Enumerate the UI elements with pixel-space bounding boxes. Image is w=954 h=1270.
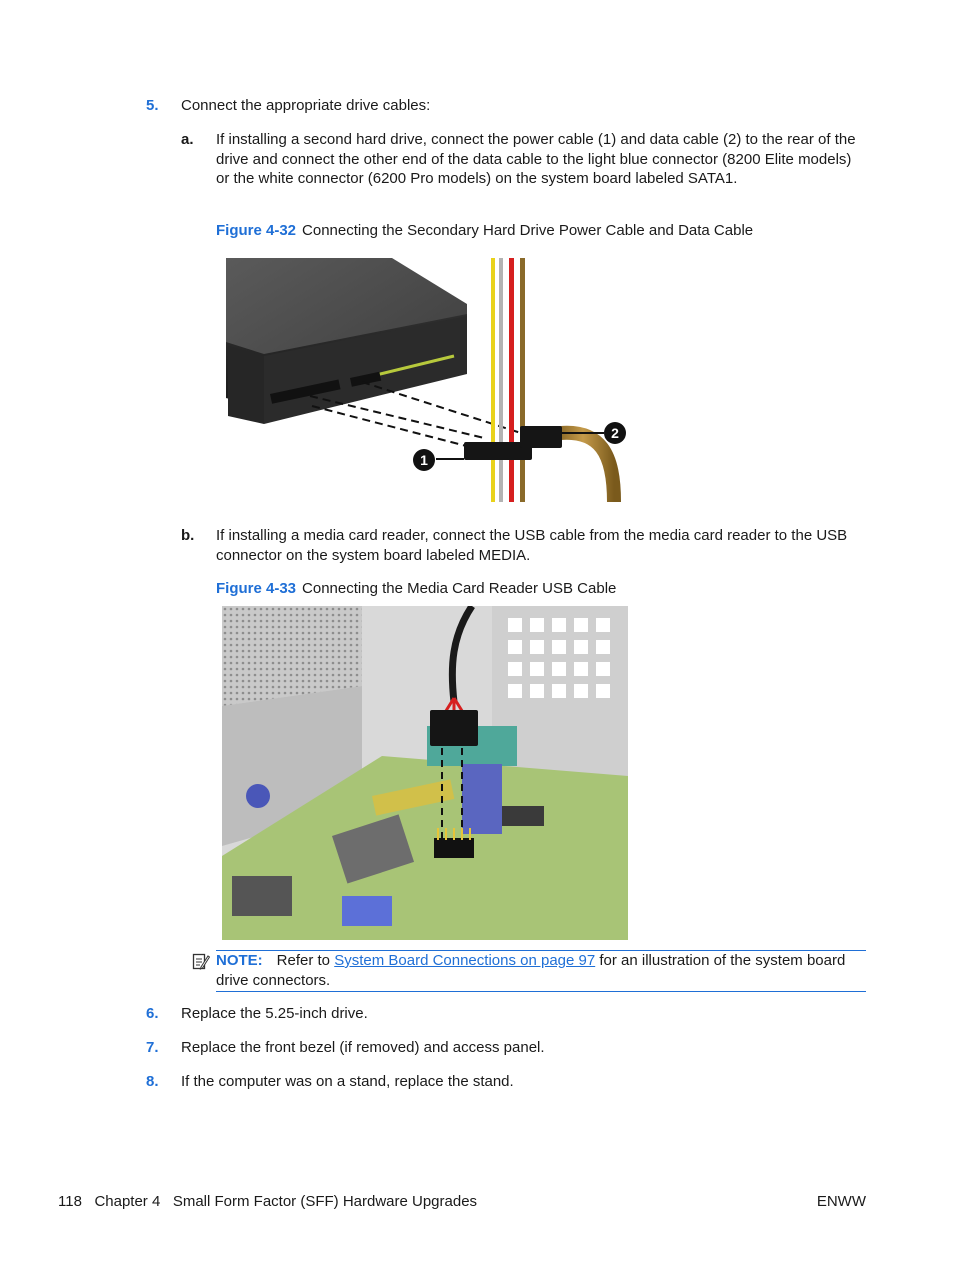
footer-left [58, 1192, 477, 1212]
note-text-after: for an illustration of the system board drive connectors. [216, 952, 846, 989]
note-box [216, 950, 866, 992]
footer-page-number: 118 [58, 1193, 82, 1210]
wire-brown [520, 258, 525, 502]
figure-4-33-number: Figure 4-33 [216, 580, 297, 597]
step-5b-text: If installing a media card reader, connect the USB cable from the media card reader to the USB connector on the system board labeled MEDIA. [216, 527, 848, 564]
note-label: NOTE: [216, 952, 263, 969]
figure-4-33-illustration [222, 606, 628, 940]
step-6-number: 6. [146, 1005, 159, 1022]
guide-line-power [310, 396, 484, 438]
data-connector [520, 426, 562, 448]
board-clip [232, 876, 292, 916]
guide-line-power-lower [312, 406, 474, 448]
step-7-text: Replace the front bezel (if removed) and access panel. [181, 1039, 545, 1056]
step-7-number: 7. [146, 1039, 159, 1056]
figure-4-32-title: Connecting the Secondary Hard Drive Power Cable and Data Cable [302, 222, 754, 239]
callout-1-number: 1 [420, 452, 428, 468]
step-5-number: 5. [146, 97, 159, 114]
figure-4-33-title: Connecting the Media Card Reader USB Cable [302, 580, 617, 597]
wire-red [509, 258, 514, 502]
cage-screw [246, 784, 270, 808]
callout-2-number: 2 [611, 425, 619, 441]
wire-grey [499, 258, 503, 502]
figure-4-32-illustration [222, 256, 628, 502]
step-8-number: 8. [146, 1073, 159, 1090]
usb-plug [430, 710, 478, 746]
card-reader-bracket [462, 764, 502, 834]
step-6-text: Replace the 5.25-inch drive. [181, 1005, 368, 1022]
note-pencil-icon [192, 952, 210, 972]
note-text-before: Refer to [276, 952, 335, 969]
figure-4-33-caption [216, 579, 866, 599]
media-header [434, 838, 474, 858]
step-5a-label: a. [181, 131, 194, 148]
figure-4-32-number: Figure 4-32 [216, 222, 297, 239]
sata-connector-blue [342, 896, 392, 926]
figure-4-32-caption [216, 221, 866, 241]
step-8-text: If the computer was on a stand, replace the stand. [181, 1073, 514, 1090]
wire-yellow [491, 258, 495, 502]
system-board-connections-link[interactable]: System Board Connections on page 97 [334, 952, 596, 969]
step-5b-label: b. [181, 527, 195, 544]
step-5a-text: If installing a second hard drive, connect the power cable (1) and data cable (2) to the rear of the drive and connect the other end of the data cable to the light blue connector (8200 Elite models) or the white connector (6200 Pro models) on the system board labeled SATA1. [216, 131, 856, 187]
footer-chapter: Chapter 4 Small Form Factor (SFF) Hardware Upgrades [94, 1193, 478, 1210]
hard-drive-end [228, 346, 264, 424]
footer-right: ENWW [816, 1193, 866, 1210]
note-text [216, 951, 866, 990]
step-5-text: Connect the appropriate drive cables: [181, 97, 431, 114]
